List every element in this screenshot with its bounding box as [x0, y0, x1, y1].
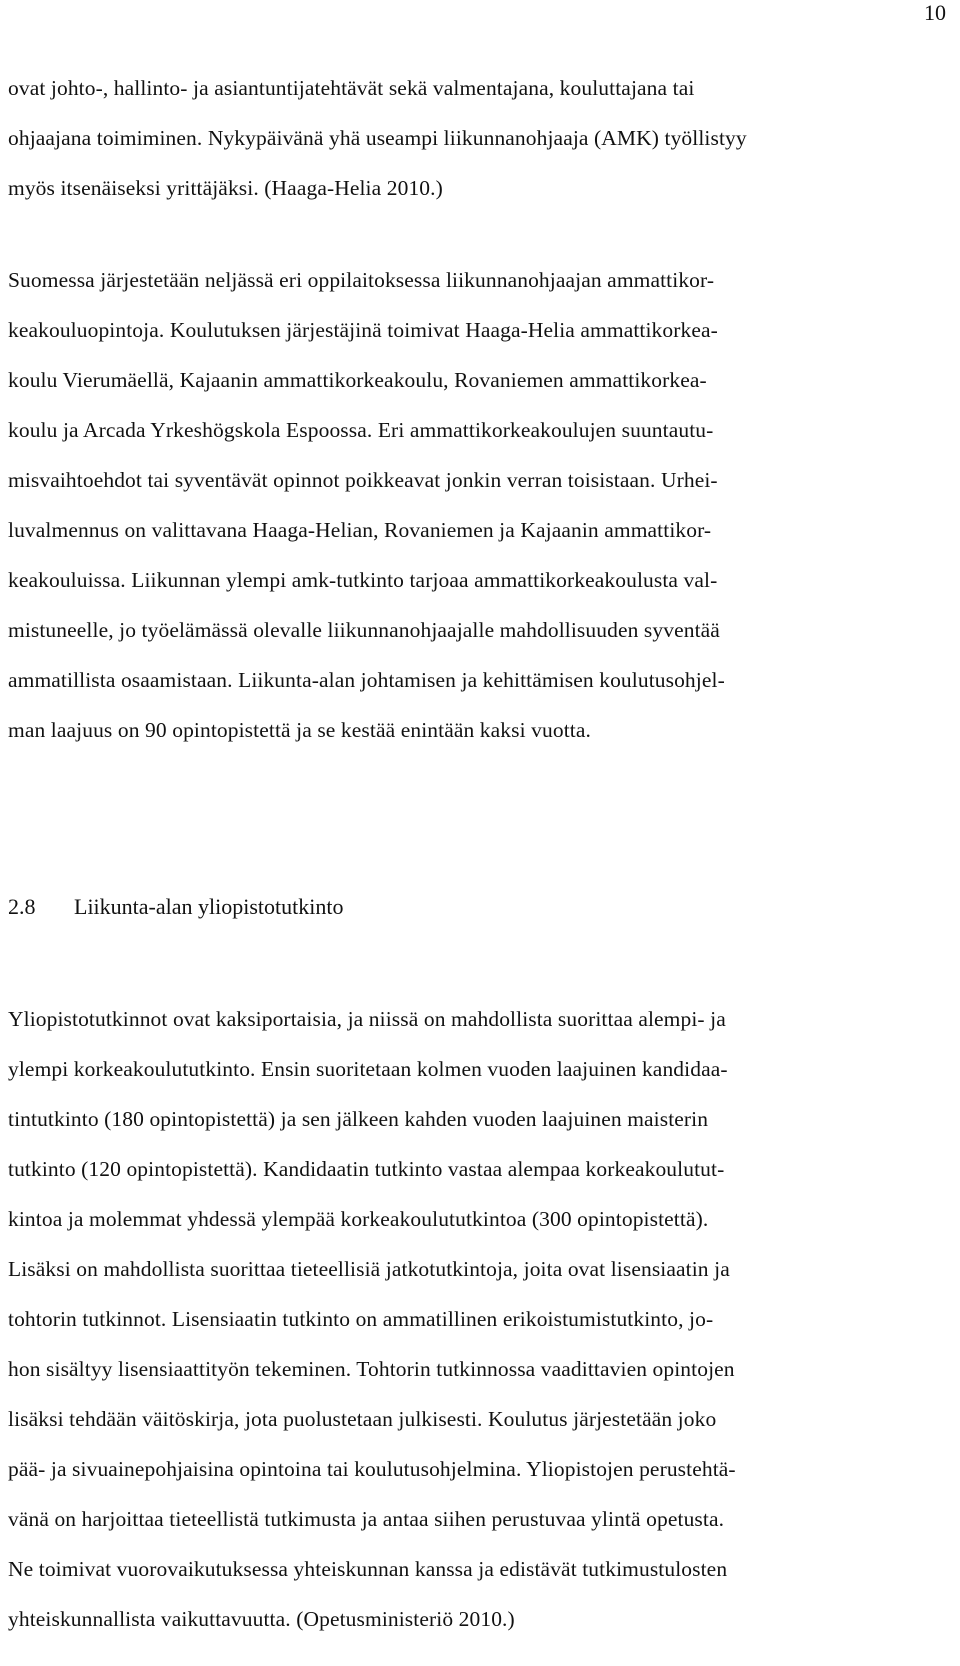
section-title: Liikunta-alan yliopistotutkinto: [74, 894, 344, 919]
text-line: pää- ja sivuainepohjaisina opintoina tai koulutusohjelmina. Yliopistojen perustehtä-: [8, 1457, 736, 1481]
text-line: Suomessa järjestetään neljässä eri oppilaitoksessa liikunnanohjaajan ammattikor-: [8, 268, 715, 292]
text-line: tintutkinto (180 opintopistettä) ja sen jälkeen kahden vuoden laajuinen maisterin: [8, 1107, 709, 1131]
section-number: 2.8: [8, 894, 36, 919]
section-heading: [8, 893, 343, 921]
text-line: ammatillista osaamistaan. Liikunta-alan johtamisen ja kehittämisen koulutusohjel-: [8, 668, 725, 692]
text-line: kintoa ja molemmat yhdessä ylempää korkeakoulututkintoa (300 opintopistettä).: [8, 1207, 709, 1231]
text-line: vänä on harjoittaa tieteellistä tutkimusta ja antaa siihen perustuvaa ylintä opetusta.: [8, 1507, 725, 1531]
text-line: tutkinto (120 opintopistettä). Kandidaatin tutkinto vastaa alempaa korkeakoulutut-: [8, 1157, 725, 1181]
text-line: koulu Vierumäellä, Kajaanin ammattikorkeakoulu, Rovaniemen ammattikorkea-: [8, 368, 707, 392]
text-line: yhteiskunnallista vaikuttavuutta. (Opetusministeriö 2010.): [8, 1607, 515, 1631]
text-line: ovat johto-, hallinto- ja asiantuntijatehtävät sekä valmentajana, kouluttajana tai: [8, 76, 695, 100]
text-line: koulu ja Arcada Yrkeshögskola Espoossa. Eri ammattikorkeakoulujen suuntautu-: [8, 418, 714, 442]
text-line: mistuneelle, jo työelämässä olevalle liikunnanohjaajalle mahdollisuuden syventää: [8, 618, 720, 642]
text-line: keakouluopintoja. Koulutuksen järjestäjinä toimivat Haaga-Helia ammattikorkea-: [8, 318, 718, 342]
text-line: man laajuus on 90 opintopistettä ja se kestää enintään kaksi vuotta.: [8, 718, 591, 742]
text-line: Lisäksi on mahdollista suorittaa tieteellisiä jatkotutkintoja, joita ovat lisensiaatin ja: [8, 1257, 730, 1281]
text-line: Yliopistotutkinnot ovat kaksiportaisia, ja niissä on mahdollista suorittaa alempi- ja: [8, 1007, 726, 1031]
text-line: misvaihtoehdot tai syventävät opinnot poikkeavat jonkin verran toisistaan. Urhei-: [8, 468, 718, 492]
text-line: Ne toimivat vuorovaikutuksessa yhteiskunnan kanssa ja edistävät tutkimustulosten: [8, 1557, 728, 1581]
text-line: lisäksi tehdään väitöskirja, jota puolustetaan julkisesti. Koulutus järjestetään joko: [8, 1407, 717, 1431]
text-line: tohtorin tutkinnot. Lisensiaatin tutkinto on ammatillinen erikoistumistutkinto, jo-: [8, 1307, 714, 1331]
text-line: hon sisältyy lisensiaattityön tekeminen. Tohtorin tutkinnossa vaadittavien opintojen: [8, 1357, 735, 1381]
text-line: ohjaajana toimiminen. Nykypäivänä yhä useampi liikunnanohjaaja (AMK) työllistyy: [8, 126, 747, 150]
text-line: luvalmennus on valittavana Haaga-Helian, Rovaniemen ja Kajaanin ammattikor-: [8, 518, 712, 542]
text-line: myös itsenäiseksi yrittäjäksi. (Haaga-Helia 2010.): [8, 176, 443, 200]
text-line: keakouluissa. Liikunnan ylempi amk-tutkinto tarjoaa ammattikorkeakoulusta val-: [8, 568, 718, 592]
text-line: ylempi korkeakoulututkinto. Ensin suoritetaan kolmen vuoden laajuinen kandidaa-: [8, 1057, 728, 1081]
page-number: 10: [924, 0, 946, 25]
